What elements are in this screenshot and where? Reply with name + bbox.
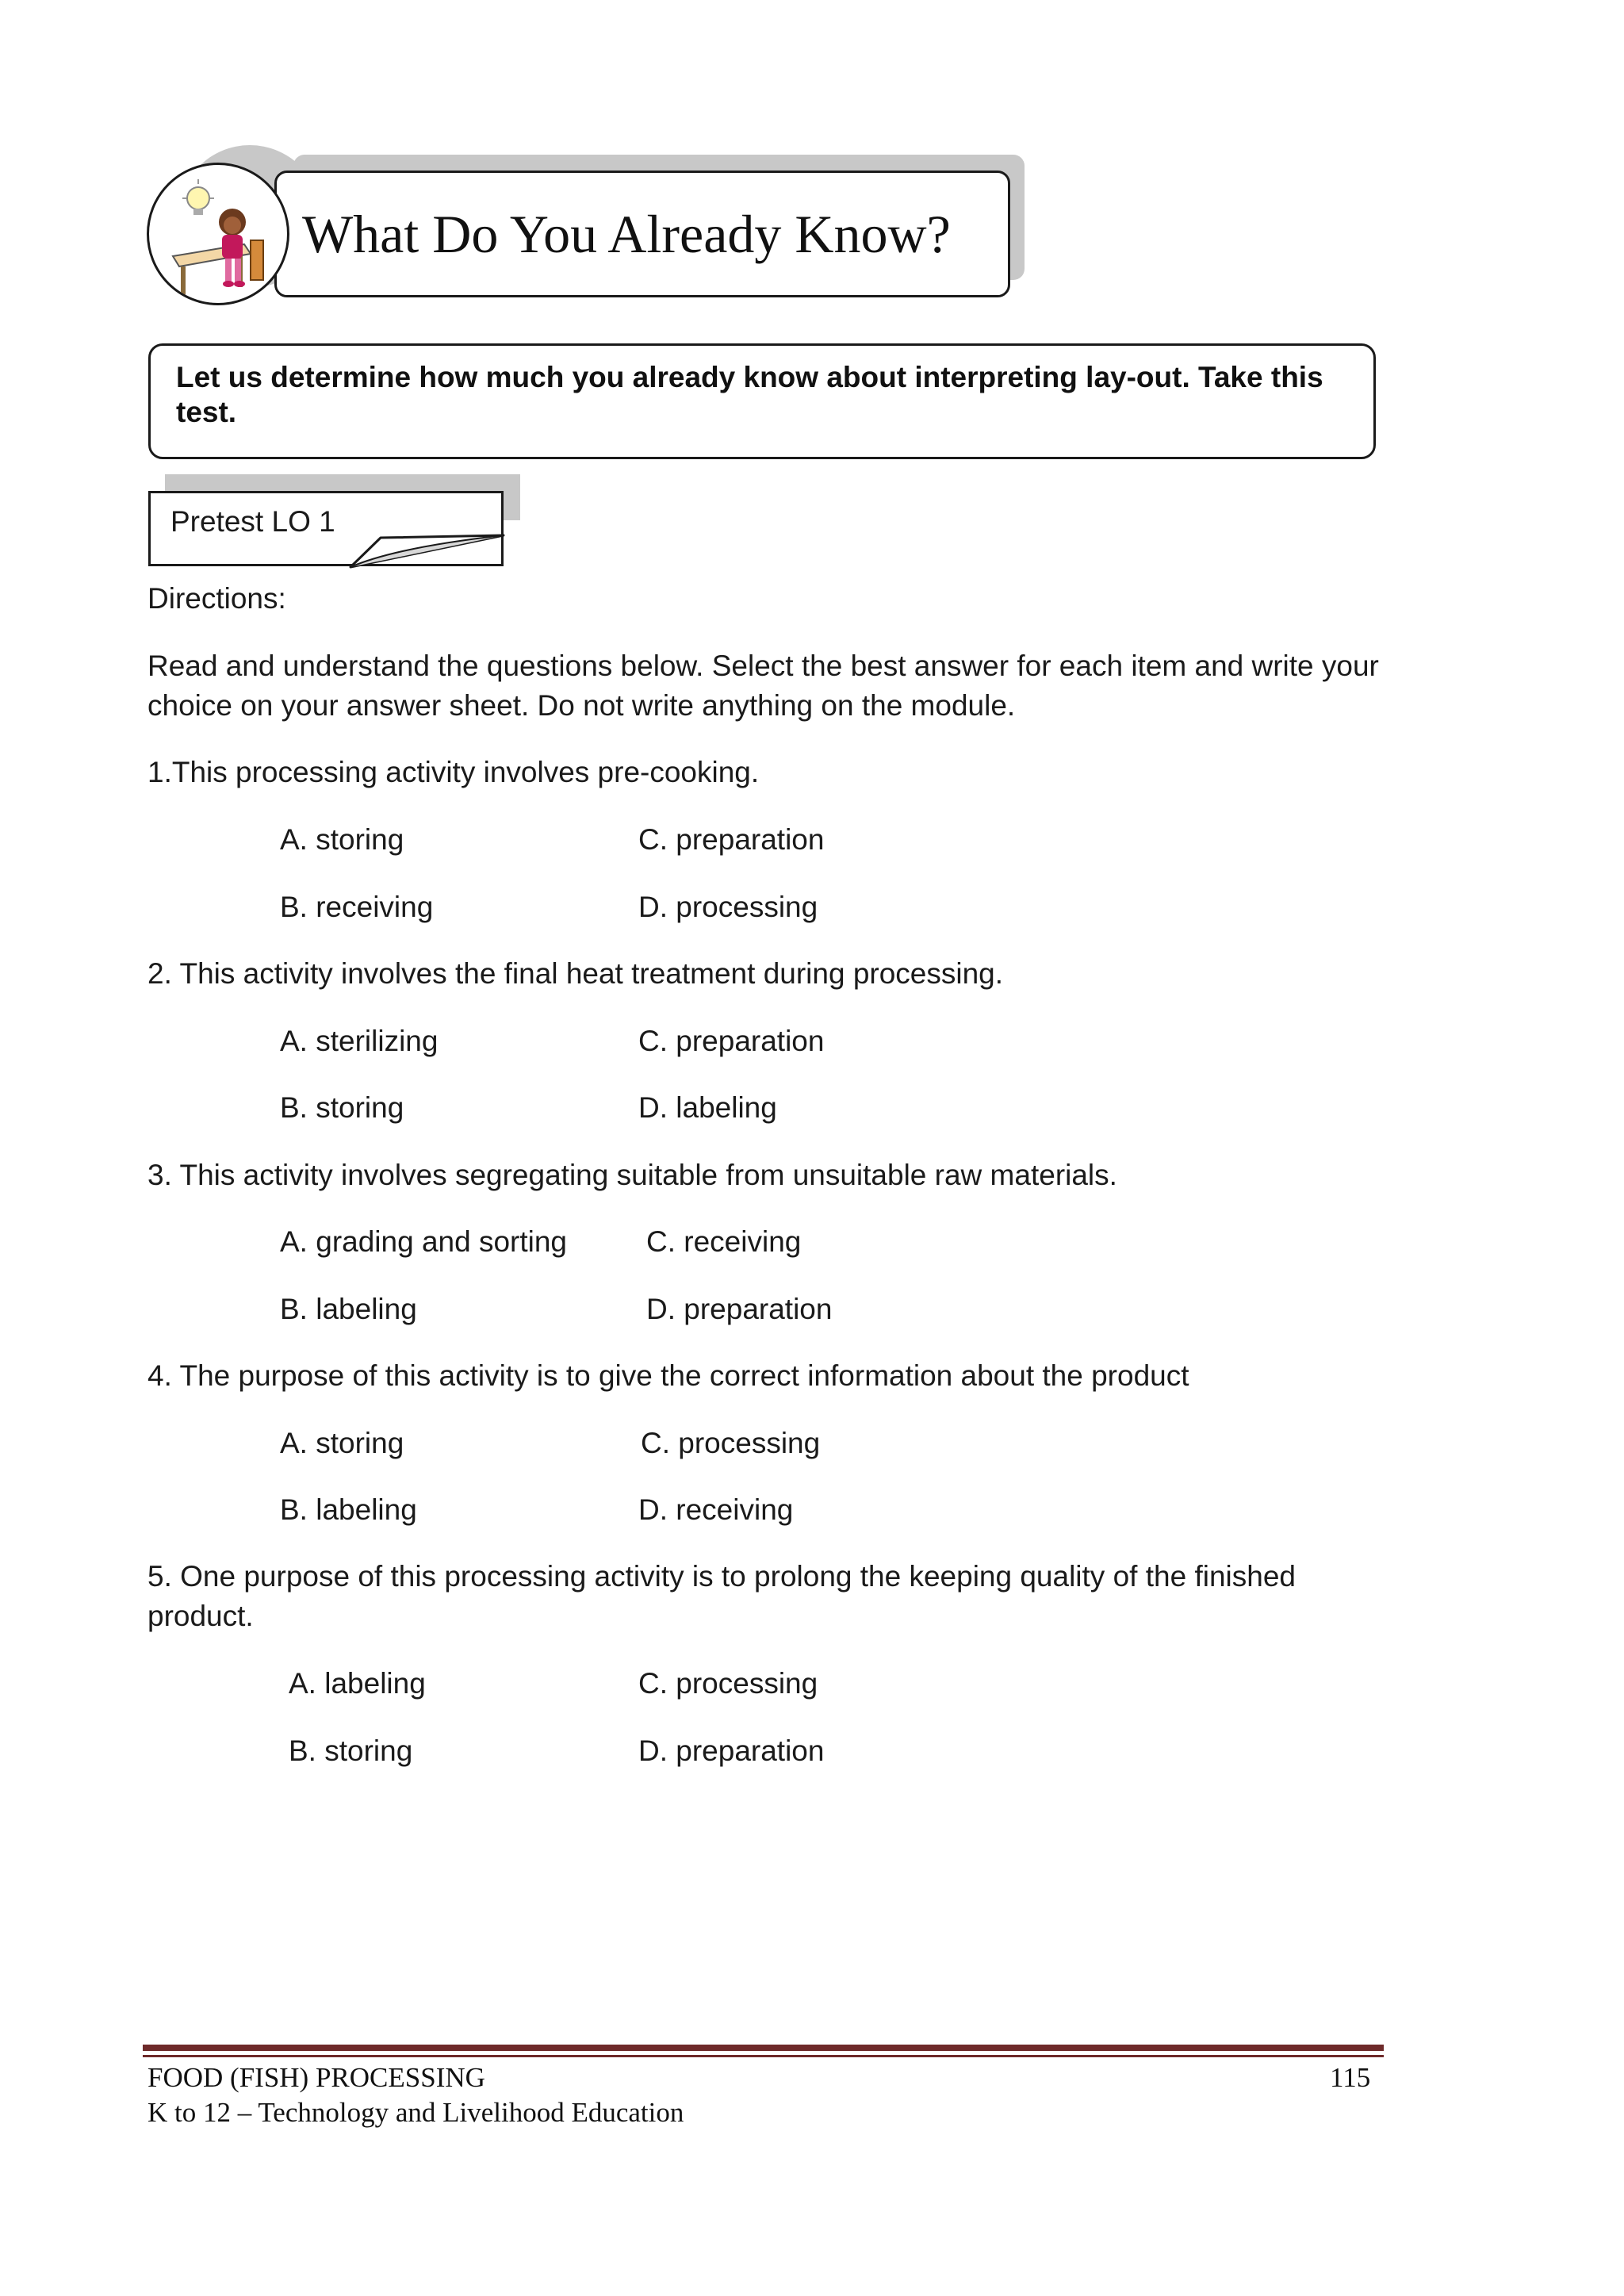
question-3-option-b: B. labeling xyxy=(280,1293,417,1325)
page-curl-icon xyxy=(349,531,508,571)
question-4-option-d: D. receiving xyxy=(638,1493,794,1526)
question-5-option-d: D. preparation xyxy=(638,1734,825,1767)
question-3: 3. This activity involves segregating suitable from unsuitable raw materials. xyxy=(147,1159,1117,1191)
question-4-option-b: B. labeling xyxy=(280,1493,417,1526)
intro-box xyxy=(148,343,1376,459)
question-2-option-d: D. labeling xyxy=(638,1091,777,1124)
question-2-option-b: B. storing xyxy=(280,1091,404,1124)
question-3-option-d: D. preparation xyxy=(646,1293,833,1325)
question-4: 4. The purpose of this activity is to give the correct information about the product xyxy=(147,1359,1189,1392)
question-3-option-c: C. receiving xyxy=(646,1225,802,1258)
pretest-label: Pretest LO 1 xyxy=(170,505,335,538)
footer-course: K to 12 – Technology and Livelihood Education xyxy=(147,2097,684,2128)
question-5-option-b: B. storing xyxy=(289,1734,413,1767)
page-number: 115 xyxy=(1330,2062,1371,2093)
question-1-option-d: D. processing xyxy=(638,891,818,923)
banner-title-box xyxy=(274,171,1010,297)
question-2-option-c: C. preparation xyxy=(638,1025,825,1057)
question-5-option-a: A. labeling xyxy=(289,1667,426,1700)
question-1: 1.This processing activity involves pre-cooking. xyxy=(147,756,760,788)
intro-text: Let us determine how much you already know about interpreting lay-out. Take this test. xyxy=(176,361,1323,428)
footer-rule-thin xyxy=(143,2055,1384,2057)
question-1-option-b: B. receiving xyxy=(280,891,434,923)
question-1-option-a: A. storing xyxy=(280,823,404,856)
footer-subject: FOOD (FISH) PROCESSING xyxy=(147,2062,485,2093)
question-1-option-c: C. preparation xyxy=(638,823,825,856)
question-2-option-a: A. sterilizing xyxy=(280,1025,439,1057)
directions-heading: Directions: xyxy=(147,582,286,615)
question-5-option-c: C. processing xyxy=(638,1667,818,1700)
page-title: What Do You Already Know? xyxy=(302,203,951,264)
question-2: 2. This activity involves the final heat treatment during processing. xyxy=(147,957,1004,990)
footer-rule xyxy=(143,2045,1384,2051)
question-3-option-a: A. grading and sorting xyxy=(280,1225,568,1258)
question-4-option-c: C. processing xyxy=(641,1427,821,1459)
directions-text: Read and understand the questions below. Select the best answer for each item and write your choice on your answer sheet. Do not write anything on the module. xyxy=(147,650,1379,722)
question-5: 5. One purpose of this processing activity is to prolong the keeping quality of the finished product. xyxy=(147,1560,1296,1632)
question-4-option-a: A. storing xyxy=(280,1427,404,1459)
student-illustration-icon xyxy=(147,163,289,305)
